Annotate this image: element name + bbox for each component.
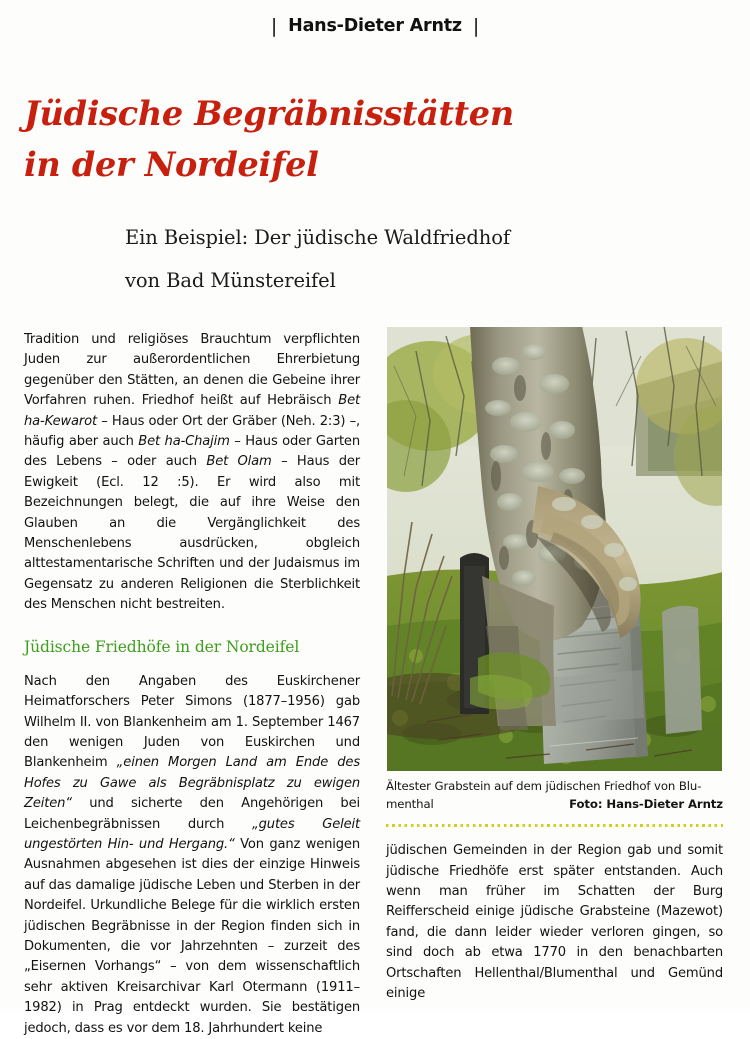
photo-illustration	[386, 326, 723, 772]
body-paragraph-intro: Tradition und religiöses Brauchtum verpflichten Juden zur außerordentlichen Ehrerbietung gegenüber den Stätten, an denen die Gebeine ihrer Vorfahren ruhen. Friedhof heißt auf Hebräisch Bet ha-Kewarot – Haus oder Ort der Gräber (Neh. 2:3) –, häufig aber auch Bet ha-Chajim – Haus oder Garten des Lebens – oder auch Bet Olam – Haus der Ewigkeit (Ecl. 12 :5). Er wird also mit Bezeichnungen belegt, die auf ihre Weise den Glauben an die Vergänglichkeit des Menschenlebens ausdrücken, obgleich alttestamentarische Schriften und der Judaismus im Gegensatz zu anderen Religionen die Sterblichkeit des Menschen nicht bestreiten.	[24, 332, 361, 613]
photo-caption-line-1: Ältester Grabstein auf dem jüdischen Friedhof von Blu-	[386, 779, 702, 793]
body-paragraph-continuation: jüdischen Gemeinden in der Region gab und somit jüdische Friedhöfe erst später entstanden. Auch wenn man früher im Schatten der Burg Reifferscheid einige jüdische Grabsteine (Mazewot) fand, die dann leider wieder verloren gingen, so sind doch ab etwa 1770 in den benachbarten Ortschaften Hellenthal/Blumenthal und Gemünd einige	[386, 843, 723, 1002]
photo-credit: Foto: Hans-Dieter Arntz	[569, 796, 723, 811]
article-subtitle-line-1: Ein Beispiel: Der jüdische Waldfriedhof	[125, 226, 510, 250]
right-column	[386, 326, 723, 1004]
section-subheading: Jüdische Friedhöfe in der Nordeifel	[24, 637, 300, 656]
article-subtitle	[125, 216, 685, 302]
body-paragraph-history: Nach den Angaben des Euskirchener Heimatforschers Peter Simons (1877–1956) gab Wilhelm II. von Blankenheim am 1. September 1467 den wenigen Juden von Euskirchen und Blankenheim „einen Morgen Land am Ende des Hofes zu Gawe als Begräbnisplatz zu ewigen Zeiten“ und sicherte den Angehörigen bei Leichenbegräbnissen durch „gutes Geleit ungestörten Hin- und Hergang.“ Von ganz wenigen Ausnahmen abgesehen ist dies der einzige Hinweis auf das damalige jüdische Leben und Sterben in der Nordeifel. Urkundliche Belege für die wirklich ersten jüdischen Begräbnisse in der Region finden sich in Dokumenten, die vor Jahrzehnten – zurzeit des „Eisernen Vorhangs“ – von dem wissenschaftlich sehr aktiven Kreisarchivar Karl Otermann (1911–1982) in Prag entdeckt wurden. Sie bestätigen jedoch, dass es vor dem 18. Jahrhundert keine	[24, 673, 360, 1036]
photo-caption	[386, 778, 723, 813]
left-text-column	[24, 330, 360, 1039]
byline-rule-right: |	[472, 15, 480, 37]
article-title-line-2: in der Nordeifel	[24, 145, 319, 185]
dotted-divider	[386, 824, 723, 827]
article-title	[24, 88, 624, 190]
article-title-line-1: Jüdische Begräbnisstätten	[24, 94, 514, 134]
photo-caption-line-2: menthal	[386, 796, 434, 811]
byline-author-name: Hans-Dieter Arntz	[288, 16, 462, 36]
gravestone-photograph	[386, 326, 723, 772]
article-subtitle-line-2: von Bad Münstereifel	[125, 269, 336, 293]
byline-rule-left: |	[270, 15, 278, 37]
author-byline	[0, 14, 750, 36]
